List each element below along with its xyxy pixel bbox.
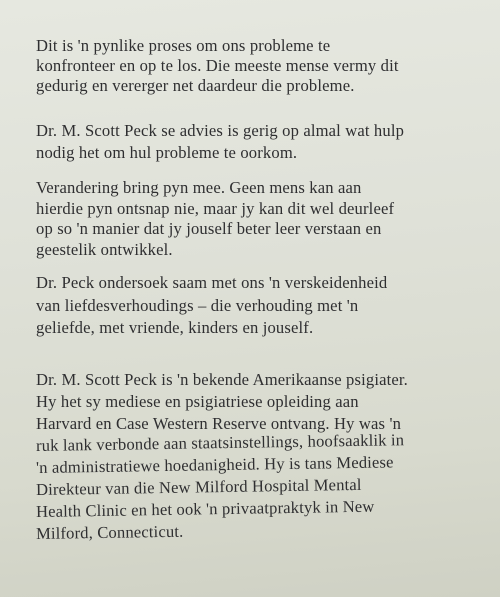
- text-line: op so 'n manier dat jy jouself beter leer verstaan en: [36, 219, 382, 238]
- text-line: Dr. M. Scott Peck se advies is gerig op almal wat hulp: [36, 121, 405, 140]
- text-line: Direkteur van die New Milford Hospital Mental: [35, 474, 362, 499]
- text-line: konfronteer en op te los. Die meeste mense vermy dit: [36, 56, 399, 75]
- text-line: nodig het om hul probleme te oorkom.: [36, 142, 298, 162]
- text-line: gedurig en vererger net daardeur die probleme.: [36, 76, 355, 95]
- paragraph-relationships: [36, 272, 387, 340]
- paragraph-advice: [36, 120, 404, 163]
- paragraph-author-bio: [36, 369, 408, 545]
- text-line: Dit is 'n pynlike proses om ons probleme te: [36, 36, 331, 55]
- text-line: ruk lank verbonde aan staatsinstellings, hoofsaaklik in: [35, 430, 405, 455]
- text-line: Hy het sy mediese en psigiatriese opleiding aan: [36, 392, 359, 411]
- text-line: Dr. M. Scott Peck is 'n bekende Amerikaanse psigiater.: [36, 370, 408, 389]
- paragraph-intro: [36, 36, 399, 96]
- text-line: hierdie pyn ontsnap nie, maar jy kan dit wel deurleef: [36, 198, 395, 218]
- text-line: van liefdesverhoudings – die verhouding met 'n: [36, 295, 359, 315]
- text-line: Verandering bring pyn mee. Geen mens kan aan: [36, 178, 362, 197]
- text-line: Dr. Peck ondersoek saam met ons 'n verskeidenheid: [36, 273, 388, 292]
- paragraph-change: [36, 178, 394, 260]
- text-line: geestelik ontwikkel.: [36, 239, 173, 259]
- text-line: 'n administratiewe hoedanigheid. Hy is tans Mediese: [35, 452, 394, 477]
- text-line: Health Clinic en het ook 'n privaatpraktyk in New: [35, 496, 375, 521]
- text-line: geliefde, met vriende, kinders en jouself.: [36, 318, 314, 337]
- text-line: Milford, Connecticut.: [35, 521, 184, 543]
- text-line: Harvard en Case Western Reserve ontvang. Hy was 'n: [36, 414, 402, 433]
